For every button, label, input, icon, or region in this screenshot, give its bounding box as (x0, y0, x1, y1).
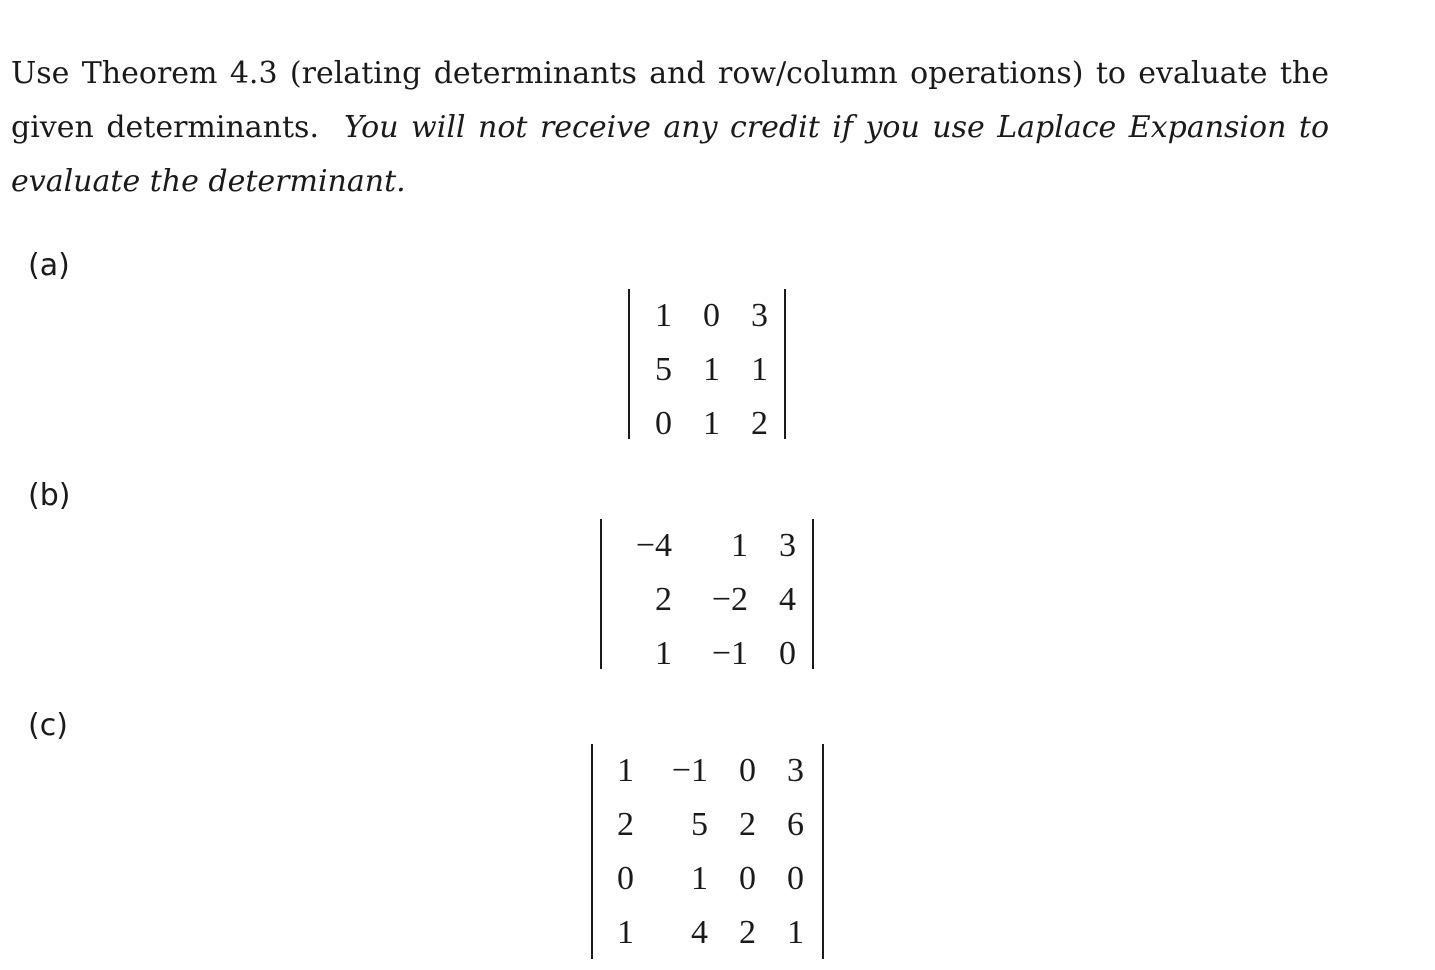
matrix-entry: 1 (751, 351, 768, 388)
matrix-entry: 1 (655, 635, 672, 672)
matrix-entry: 3 (751, 297, 768, 334)
matrix-entry: 0 (779, 635, 796, 672)
matrix-entry: 1 (703, 405, 720, 442)
matrix-entry: 1 (731, 527, 748, 564)
instructions (11, 47, 1329, 209)
instructions-warning: You will not receive any credit if you use Laplace Expansion to evaluate the determinant. (11, 110, 1330, 199)
part-c-label: (c) (28, 708, 68, 743)
matrix-entry: 1 (617, 914, 634, 951)
determinant-b (600, 519, 814, 672)
matrix-entry: 0 (617, 860, 634, 897)
part-b-label: (b) (28, 478, 71, 513)
matrix-entry: 0 (739, 752, 756, 789)
matrix-entry: 3 (779, 527, 796, 564)
instructions-text: Use Theorem 4.3 (relating determinants and row/column operations) to evaluate the given determinants. (11, 56, 1329, 145)
matrix-entry: 1 (617, 752, 634, 789)
matrix-entry: 4 (691, 914, 708, 951)
matrix-entry: −1 (711, 635, 748, 672)
matrix-entry: −1 (671, 752, 708, 789)
matrix-entry: 2 (751, 405, 768, 442)
matrix-entry: 0 (739, 860, 756, 897)
part-a-label: (a) (28, 248, 70, 283)
matrix-entry: 3 (787, 752, 804, 789)
matrix-entry: 0 (655, 405, 672, 442)
matrix-entry: 1 (703, 351, 720, 388)
matrix-entry: 1 (787, 914, 804, 951)
matrix-entry: −2 (711, 581, 748, 618)
matrix-entry: 0 (787, 860, 804, 897)
matrix-entry: 2 (739, 914, 756, 951)
matrix-entry: 4 (779, 581, 796, 618)
matrix-entry: 2 (655, 581, 672, 618)
determinant-c (591, 744, 824, 959)
matrix-entry: 2 (617, 806, 634, 843)
determinant-a (628, 289, 786, 442)
matrix-entry: 5 (691, 806, 708, 843)
matrix-entry: 1 (655, 297, 672, 334)
matrix-entry: 1 (691, 860, 708, 897)
matrix-entry: −4 (635, 527, 672, 564)
matrix-entry: 2 (739, 806, 756, 843)
matrix-entry: 5 (655, 351, 672, 388)
matrix-entry: 6 (787, 806, 804, 843)
matrix-entry: 0 (703, 297, 720, 334)
